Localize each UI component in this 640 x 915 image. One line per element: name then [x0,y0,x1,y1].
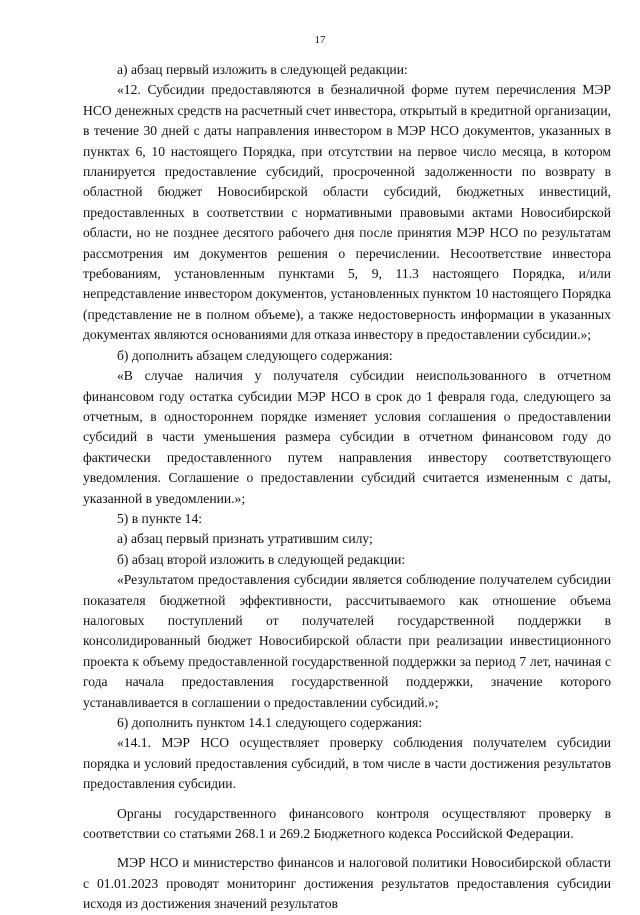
paragraph-monitoring: МЭР НСО и министерство финансов и налоговой политики Новосибирской области с 01.01.2023 проводят мониторинг достижения результатов предоставления субсидии исходя из достижения значений результатов [83,855,611,912]
paragraph-clause-12: «12. Субсидии предоставляются в безналичной форме путем перечисления МЭР НСО денежных средств на расчетный счет инвестора, открытый в кредитной организации, в течение 30 дней с даты направления инвестором в МЭР НСО документов, указанных в пунктах 6, 10 настоящего Порядка, при отсутствии на первое число месяца, в котором планируется предоставление субсидий, просроченной задолженности по возврату в областной бюджет Новосибирской области субсидий, бюджетных инвестиций, предоставленных в соответствии с нормативными правовыми актами Новосибирской области, но не позднее десятого рабочего дня после принятия МЭР НСО по результатам рассмотрения им документов решения о перечислении. Несоответствие инвестора требованиям, установленным пунктами 5, 9, 11.3 настоящего Порядка, и/или непредставление инвестором документов, установленных пунктом 10 настоящего Порядка (представление не в полном объеме), а также недостоверность информации в указанных документах являются основаниями для отказа инвестору в предоставлении субсидии.»; [83,82,611,343]
page-number: 17 [314,34,326,46]
paragraph-item-a-first-abzac: а) абзац первый изложить в следующей редакции: [117,62,408,77]
paragraph-unused-subsidy-balance: «В случае наличия у получателя субсидии неиспользованного в отчетном финансовом году остатка субсидии МЭР НСО в срок до 1 февраля года, следующего за отчетным, в одностороннем порядке изменяет условия соглашения о предоставлении субсидий в части уменьшения размера субсидии в отчетном финансовом году до фактически предоставленного путем направления инвестору соответствующего уведомления. Соглашение о предоставлении субсидий считается измененным с даты, указанной в уведомлении.»; [83,368,611,506]
paragraph-financial-control: Органы государственного финансового контроля осуществляют проверку в соответствии со статьями 268.1 и 269.2 Бюджетного кодекса Российской Федерации. [83,805,611,842]
paragraph-item-b-second-abzac: б) абзац второй изложить в следующей редакции: [117,551,406,567]
paragraph-result-of-subsidy: «Результатом предоставления субсидии является соблюдение получателем субсидии показателя бюджетной эффективности, рассчитываемого как отношение объема налоговых поступлений от получателей государственной поддержки в консолидированный бюджет Новосибирской области при реализации инвестиционного проекта к объему предоставленной государственной поддержки за период 7 лет, начиная с года начала предоставления государственной поддержки, значение которого устанавливается в соглашении о предоставлении субсидий.»; [83,572,611,710]
paragraph-item-5-clause-14: 5) в пункте 14: [117,510,203,526]
paragraph-clause-14-1: «14.1. МЭР НСО осуществляет проверку соблюдения получателем субсидии порядка и условий предоставления субсидий, в том числе в части достижения результатов предоставления субсидии. [83,735,611,792]
paragraph-item-b-add-abzac: б) дополнить абзацем следующего содержания: [117,347,393,363]
paragraph-item-a-invalidate: а) абзац первый признать утратившим силу; [117,531,373,547]
paragraph-item-6-add-14-1: 6) дополнить пунктом 14.1 следующего содержания: [117,715,423,730]
document-body [83,60,611,915]
